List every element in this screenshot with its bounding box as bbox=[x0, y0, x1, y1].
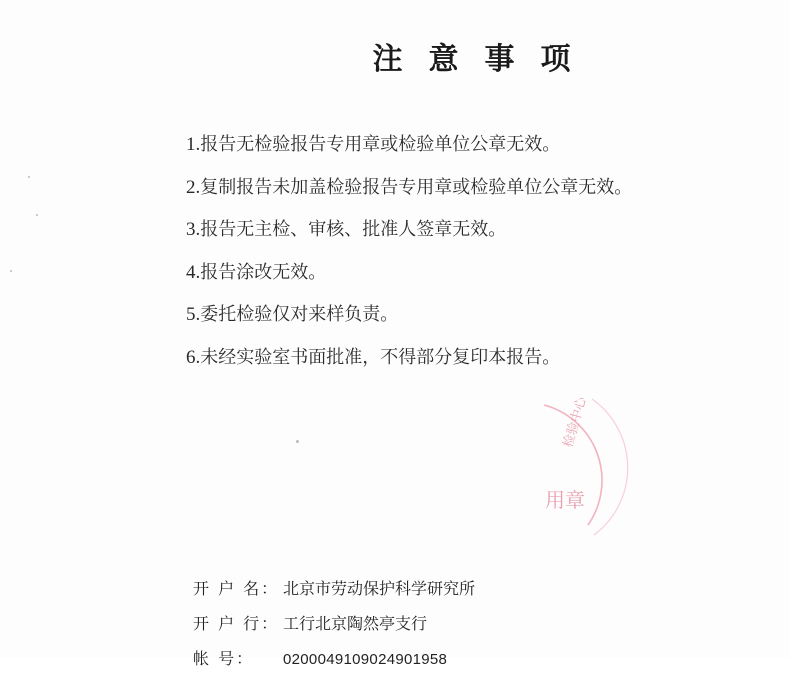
account-holder-row bbox=[193, 574, 475, 609]
note-text: 报告无主检、审核、批准人签章无效。 bbox=[200, 219, 507, 241]
note-text: 报告无检验报告专用章或检验单位公章无效。 bbox=[200, 134, 561, 155]
scan-speck bbox=[10, 270, 12, 272]
account-number-label: 帐 号： bbox=[193, 649, 255, 668]
note-text: 复制报告未加盖检验报告专用章或检验单位公章无效。 bbox=[200, 176, 633, 198]
scan-speck bbox=[296, 440, 299, 443]
seal-center-text: 用章 bbox=[545, 488, 585, 512]
list-item bbox=[186, 298, 632, 341]
seal-arc-text: 检验中心 bbox=[560, 395, 590, 450]
note-text: 报告涂改无效。 bbox=[200, 261, 327, 283]
page-title: 注意事项 bbox=[372, 42, 597, 77]
bank-name-value: 工行北京陶然亭支行 bbox=[283, 614, 428, 633]
note-number: 5. bbox=[186, 304, 201, 326]
list-item bbox=[186, 171, 632, 214]
notes-list bbox=[186, 128, 632, 384]
note-number: 1. bbox=[186, 134, 201, 155]
scan-speck bbox=[28, 176, 30, 178]
note-text: 未经实验室书面批准，不得部分复印本报告。 bbox=[200, 346, 561, 368]
list-item bbox=[186, 213, 632, 256]
note-number: 3. bbox=[186, 219, 201, 241]
scan-speck bbox=[36, 214, 38, 216]
list-item bbox=[186, 256, 632, 299]
note-text: 委托检验仅对来样负责。 bbox=[200, 304, 399, 326]
account-holder-label: 开 户 名： bbox=[193, 579, 280, 598]
account-number-value: 0200049109024901958 bbox=[283, 651, 448, 668]
account-number-row bbox=[193, 644, 475, 679]
bank-name-label: 开 户 行： bbox=[193, 614, 280, 633]
note-number: 6. bbox=[186, 346, 201, 368]
note-number: 2. bbox=[186, 176, 201, 198]
note-number: 4. bbox=[186, 261, 201, 283]
account-holder-value: 北京市劳动保护科学研究所 bbox=[283, 579, 476, 598]
official-seal bbox=[470, 375, 650, 555]
bank-name-row bbox=[193, 609, 475, 644]
list-item bbox=[186, 128, 632, 171]
bank-info bbox=[193, 574, 475, 679]
